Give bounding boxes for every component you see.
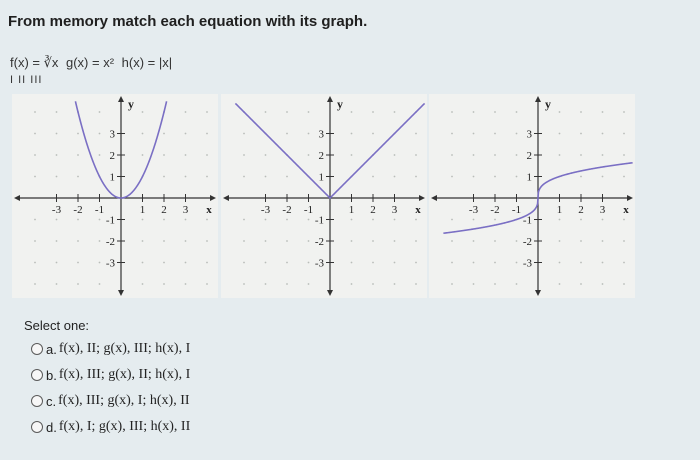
grid-dot xyxy=(394,111,396,113)
grid-dot xyxy=(308,133,310,135)
grid-dot xyxy=(394,219,396,221)
option-text: f(x), I; g(x), III; h(x), II xyxy=(58,419,191,434)
radio-button[interactable] xyxy=(31,395,43,407)
function-list xyxy=(10,55,176,71)
grid-dot xyxy=(77,283,79,285)
grid-dot xyxy=(265,240,267,242)
grid-dot xyxy=(243,133,245,135)
grid-dot xyxy=(34,154,36,156)
question-title: From memory match each equation with its graph. xyxy=(8,13,368,30)
grid-dot xyxy=(415,240,417,242)
grid-dot xyxy=(451,111,453,113)
grid-dot xyxy=(473,133,475,135)
y-tick-label: -1 xyxy=(105,214,115,227)
option-a[interactable] xyxy=(31,341,190,357)
y-tick-label: -2 xyxy=(105,236,115,248)
grid-dot xyxy=(623,240,625,242)
x-axis-label: x xyxy=(415,204,421,216)
grid-dot xyxy=(473,154,475,156)
x-axis-arrow-icon xyxy=(223,195,229,201)
grid-dot xyxy=(243,262,245,264)
y-tick-label: 2 xyxy=(109,150,115,162)
grid-dot xyxy=(206,111,208,113)
grid-dot xyxy=(473,111,475,113)
grid-dot xyxy=(372,240,374,242)
grid-dot xyxy=(243,240,245,242)
option-letter: d. xyxy=(46,419,57,435)
x-tick-label: 2 xyxy=(578,204,584,216)
option-b[interactable] xyxy=(31,367,190,383)
grid-dot xyxy=(516,111,518,113)
x-axis-arrow-icon xyxy=(14,195,20,201)
x-tick-label: 3 xyxy=(182,204,189,216)
grid-dot xyxy=(580,283,582,285)
grid-dot xyxy=(56,262,58,264)
option-text: f(x), II; g(x), III; h(x), I xyxy=(58,341,191,356)
grid-dot xyxy=(185,176,187,178)
grid-dot xyxy=(34,133,36,135)
grid-dot xyxy=(351,111,353,113)
grid-dot xyxy=(99,283,101,285)
option-c[interactable] xyxy=(31,393,190,409)
grid-dot xyxy=(494,262,496,264)
grid-dot xyxy=(516,262,518,264)
x-tick-label: -2 xyxy=(282,204,292,216)
grid-dot xyxy=(494,240,496,242)
grid-dot xyxy=(415,133,417,135)
grid-dot xyxy=(34,219,36,221)
grid-dot xyxy=(56,176,58,178)
y-tick-label: 3 xyxy=(109,128,115,141)
grid-dot xyxy=(473,219,475,221)
grid-dot xyxy=(206,176,208,178)
y-tick-label: 3 xyxy=(526,128,532,141)
grid-dot xyxy=(163,219,165,221)
grid-dot xyxy=(265,111,267,113)
grid-dot xyxy=(473,240,475,242)
x-tick-label: -3 xyxy=(468,204,479,216)
y-tick-label: -3 xyxy=(105,257,115,270)
grid-dot xyxy=(34,283,36,285)
grid-dot xyxy=(602,283,604,285)
grid-dot xyxy=(516,154,518,156)
y-tick-label: 1 xyxy=(109,171,115,184)
grid-dot xyxy=(623,111,625,113)
grid-dot xyxy=(163,283,165,285)
y-axis-arrow-icon xyxy=(118,96,124,102)
radio-button[interactable] xyxy=(31,421,43,433)
grid-dot xyxy=(559,111,561,113)
grid-dot xyxy=(56,154,58,156)
graph-3 xyxy=(429,94,635,298)
grid-dot xyxy=(142,240,144,242)
grid-dot xyxy=(473,262,475,264)
grid-dot xyxy=(451,219,453,221)
grid-dot xyxy=(243,154,245,156)
option-letter: a. xyxy=(46,341,57,357)
grid-dot xyxy=(372,219,374,221)
grid-dot xyxy=(163,133,165,135)
grid-dot xyxy=(265,283,267,285)
grid-dot xyxy=(206,240,208,242)
grid-dot xyxy=(451,240,453,242)
grid-dot xyxy=(494,111,496,113)
grid-dot xyxy=(308,154,310,156)
grid-dot xyxy=(206,154,208,156)
grid-dot xyxy=(451,283,453,285)
grid-dot xyxy=(580,219,582,221)
option-letter: c. xyxy=(46,393,57,409)
grid-dot xyxy=(56,240,58,242)
grid-dot xyxy=(494,133,496,135)
grid-dot xyxy=(451,154,453,156)
grid-dot xyxy=(206,262,208,264)
grid-dot xyxy=(580,240,582,242)
x-tick-label: 1 xyxy=(348,204,355,216)
y-axis-arrow-icon xyxy=(535,290,541,296)
y-tick-label: -3 xyxy=(522,257,532,270)
grid-dot xyxy=(451,176,453,178)
grid-dot xyxy=(580,111,582,113)
grid-dot xyxy=(308,262,310,264)
grid-dot xyxy=(34,240,36,242)
grid-dot xyxy=(559,219,561,221)
x-tick-label: 3 xyxy=(599,204,606,216)
grid-dot xyxy=(602,262,604,264)
grid-dot xyxy=(185,133,187,135)
x-tick-label: -2 xyxy=(490,204,500,216)
x-tick-label: -1 xyxy=(94,204,105,216)
grid-dot xyxy=(602,240,604,242)
y-tick-label: 2 xyxy=(318,150,324,162)
grid-dot xyxy=(451,262,453,264)
grid-dot xyxy=(415,283,417,285)
y-tick-label: 1 xyxy=(318,171,324,184)
grid-dot xyxy=(142,154,144,156)
option-letter: b. xyxy=(46,367,57,383)
grid-dot xyxy=(559,154,561,156)
y-tick-label: -2 xyxy=(314,236,324,248)
grid-dot xyxy=(623,262,625,264)
grid-dot xyxy=(286,111,288,113)
select-one-label: Select one: xyxy=(24,318,90,333)
graph-1 xyxy=(12,94,218,298)
x-axis-arrow-icon xyxy=(431,195,437,201)
grid-dot xyxy=(494,176,496,178)
grid-dot xyxy=(185,219,187,221)
x-axis-arrow-icon xyxy=(210,195,216,201)
x-tick-label: -3 xyxy=(260,204,271,216)
grid-dot xyxy=(77,262,79,264)
grid-dot xyxy=(286,219,288,221)
grid-dot xyxy=(56,111,58,113)
x-tick-label: 2 xyxy=(370,204,376,216)
grid-dot xyxy=(163,176,165,178)
grid-dot xyxy=(34,111,36,113)
grid-dot xyxy=(623,283,625,285)
grid-dot xyxy=(516,240,518,242)
grid-dot xyxy=(415,154,417,156)
grid-dot xyxy=(243,219,245,221)
x-tick-label: -1 xyxy=(303,204,314,216)
option-text: f(x), III; g(x), II; h(x), I xyxy=(58,367,191,382)
y-tick-label: 2 xyxy=(526,150,532,162)
grid-dot xyxy=(163,240,165,242)
x-tick-label: -1 xyxy=(511,204,522,216)
function-g: g(x) = x² xyxy=(66,55,115,70)
grid-dot xyxy=(142,111,144,113)
grid-dot xyxy=(351,262,353,264)
grid-dot xyxy=(559,133,561,135)
x-axis-label: x xyxy=(206,204,212,216)
x-axis-arrow-icon xyxy=(419,195,425,201)
grid-dot xyxy=(351,133,353,135)
grid-dot xyxy=(265,176,267,178)
grid-dot xyxy=(559,262,561,264)
x-tick-label: 1 xyxy=(139,204,146,216)
grid-dot xyxy=(56,283,58,285)
grid-dot xyxy=(351,283,353,285)
grid-dot xyxy=(415,176,417,178)
grid-dot xyxy=(185,283,187,285)
graph-2 xyxy=(221,94,427,298)
grid-dot xyxy=(77,240,79,242)
grid-dot xyxy=(602,154,604,156)
grid-dot xyxy=(163,262,165,264)
radio-button[interactable] xyxy=(31,343,43,355)
grid-dot xyxy=(142,262,144,264)
grid-dot xyxy=(286,283,288,285)
y-tick-label: 3 xyxy=(318,128,324,141)
grid-dot xyxy=(142,133,144,135)
grid-dot xyxy=(142,219,144,221)
grid-dot xyxy=(602,176,604,178)
x-tick-label: -2 xyxy=(73,204,83,216)
function-h: h(x) = |x| xyxy=(121,55,173,70)
grid-dot xyxy=(206,283,208,285)
grid-dot xyxy=(77,219,79,221)
grid-dot xyxy=(394,176,396,178)
grid-dot xyxy=(77,154,79,156)
grid-dot xyxy=(473,176,475,178)
grid-dot xyxy=(516,176,518,178)
grid-dot xyxy=(265,154,267,156)
grid-dot xyxy=(372,133,374,135)
x-axis-label: x xyxy=(623,204,629,216)
grid-dot xyxy=(56,133,58,135)
grid-dot xyxy=(372,262,374,264)
grid-dot xyxy=(99,240,101,242)
grid-dot xyxy=(286,240,288,242)
y-tick-label: -3 xyxy=(314,257,324,270)
y-tick-label: -1 xyxy=(522,214,532,227)
y-axis-label: y xyxy=(337,97,343,111)
grid-dot xyxy=(494,219,496,221)
grid-dot xyxy=(372,283,374,285)
grid-dot xyxy=(394,262,396,264)
grid-dot xyxy=(99,219,101,221)
y-axis-arrow-icon xyxy=(327,290,333,296)
grid-dot xyxy=(185,154,187,156)
grid-dot xyxy=(286,176,288,178)
option-text: f(x), III; g(x), I; h(x), II xyxy=(58,393,190,408)
grid-dot xyxy=(99,154,101,156)
grid-dot xyxy=(34,176,36,178)
grid-dot xyxy=(559,283,561,285)
grid-dot xyxy=(185,240,187,242)
grid-dot xyxy=(34,262,36,264)
grid-dot xyxy=(351,219,353,221)
grid-dot xyxy=(308,111,310,113)
x-tick-label: 1 xyxy=(556,204,563,216)
grid-dot xyxy=(265,262,267,264)
grid-dot xyxy=(77,133,79,135)
grid-dot xyxy=(185,262,187,264)
grid-dot xyxy=(494,283,496,285)
grid-dot xyxy=(415,262,417,264)
grid-dot xyxy=(243,283,245,285)
grid-dot xyxy=(516,133,518,135)
y-tick-label: -2 xyxy=(522,236,532,248)
option-d[interactable] xyxy=(31,419,190,435)
y-tick-label: 1 xyxy=(526,171,532,184)
grid-dot xyxy=(77,176,79,178)
y-axis-label: y xyxy=(128,97,134,111)
grid-dot xyxy=(623,133,625,135)
grid-dot xyxy=(602,111,604,113)
grid-dot xyxy=(185,111,187,113)
y-axis-arrow-icon xyxy=(535,96,541,102)
grid-dot xyxy=(206,219,208,221)
grid-dot xyxy=(394,154,396,156)
grid-dot xyxy=(308,283,310,285)
grid-dot xyxy=(473,283,475,285)
grid-dot xyxy=(308,240,310,242)
grid-dot xyxy=(142,283,144,285)
grid-dot xyxy=(265,219,267,221)
grid-dot xyxy=(580,154,582,156)
radio-button[interactable] xyxy=(31,369,43,381)
grid-dot xyxy=(163,154,165,156)
grid-dot xyxy=(308,219,310,221)
grid-dot xyxy=(415,219,417,221)
grid-dot xyxy=(580,133,582,135)
grid-dot xyxy=(351,154,353,156)
y-axis-arrow-icon xyxy=(118,290,124,296)
grid-dot xyxy=(623,154,625,156)
grid-dot xyxy=(99,111,101,113)
grid-dot xyxy=(372,176,374,178)
graph-labels: I II III xyxy=(10,74,43,86)
grid-dot xyxy=(394,240,396,242)
grid-dot xyxy=(580,262,582,264)
x-axis-arrow-icon xyxy=(627,195,633,201)
function-f: f(x) = ∛x xyxy=(10,55,59,70)
x-tick-label: -3 xyxy=(51,204,62,216)
grid-dot xyxy=(494,154,496,156)
grid-dot xyxy=(623,219,625,221)
grid-dot xyxy=(516,283,518,285)
grid-dot xyxy=(286,133,288,135)
grid-dot xyxy=(372,111,374,113)
grid-dot xyxy=(580,176,582,178)
grid-dot xyxy=(206,133,208,135)
grid-dot xyxy=(451,133,453,135)
grid-dot xyxy=(394,283,396,285)
grid-dot xyxy=(243,176,245,178)
grid-dot xyxy=(602,133,604,135)
grid-dot xyxy=(602,219,604,221)
y-axis-label: y xyxy=(545,97,551,111)
grid-dot xyxy=(99,262,101,264)
grid-dot xyxy=(351,240,353,242)
grid-dot xyxy=(286,262,288,264)
x-tick-label: 3 xyxy=(391,204,398,216)
grid-dot xyxy=(56,219,58,221)
grid-dot xyxy=(99,133,101,135)
grid-dot xyxy=(559,240,561,242)
y-axis-arrow-icon xyxy=(327,96,333,102)
y-tick-label: -1 xyxy=(314,214,324,227)
grid-dot xyxy=(623,176,625,178)
x-tick-label: 2 xyxy=(161,204,167,216)
